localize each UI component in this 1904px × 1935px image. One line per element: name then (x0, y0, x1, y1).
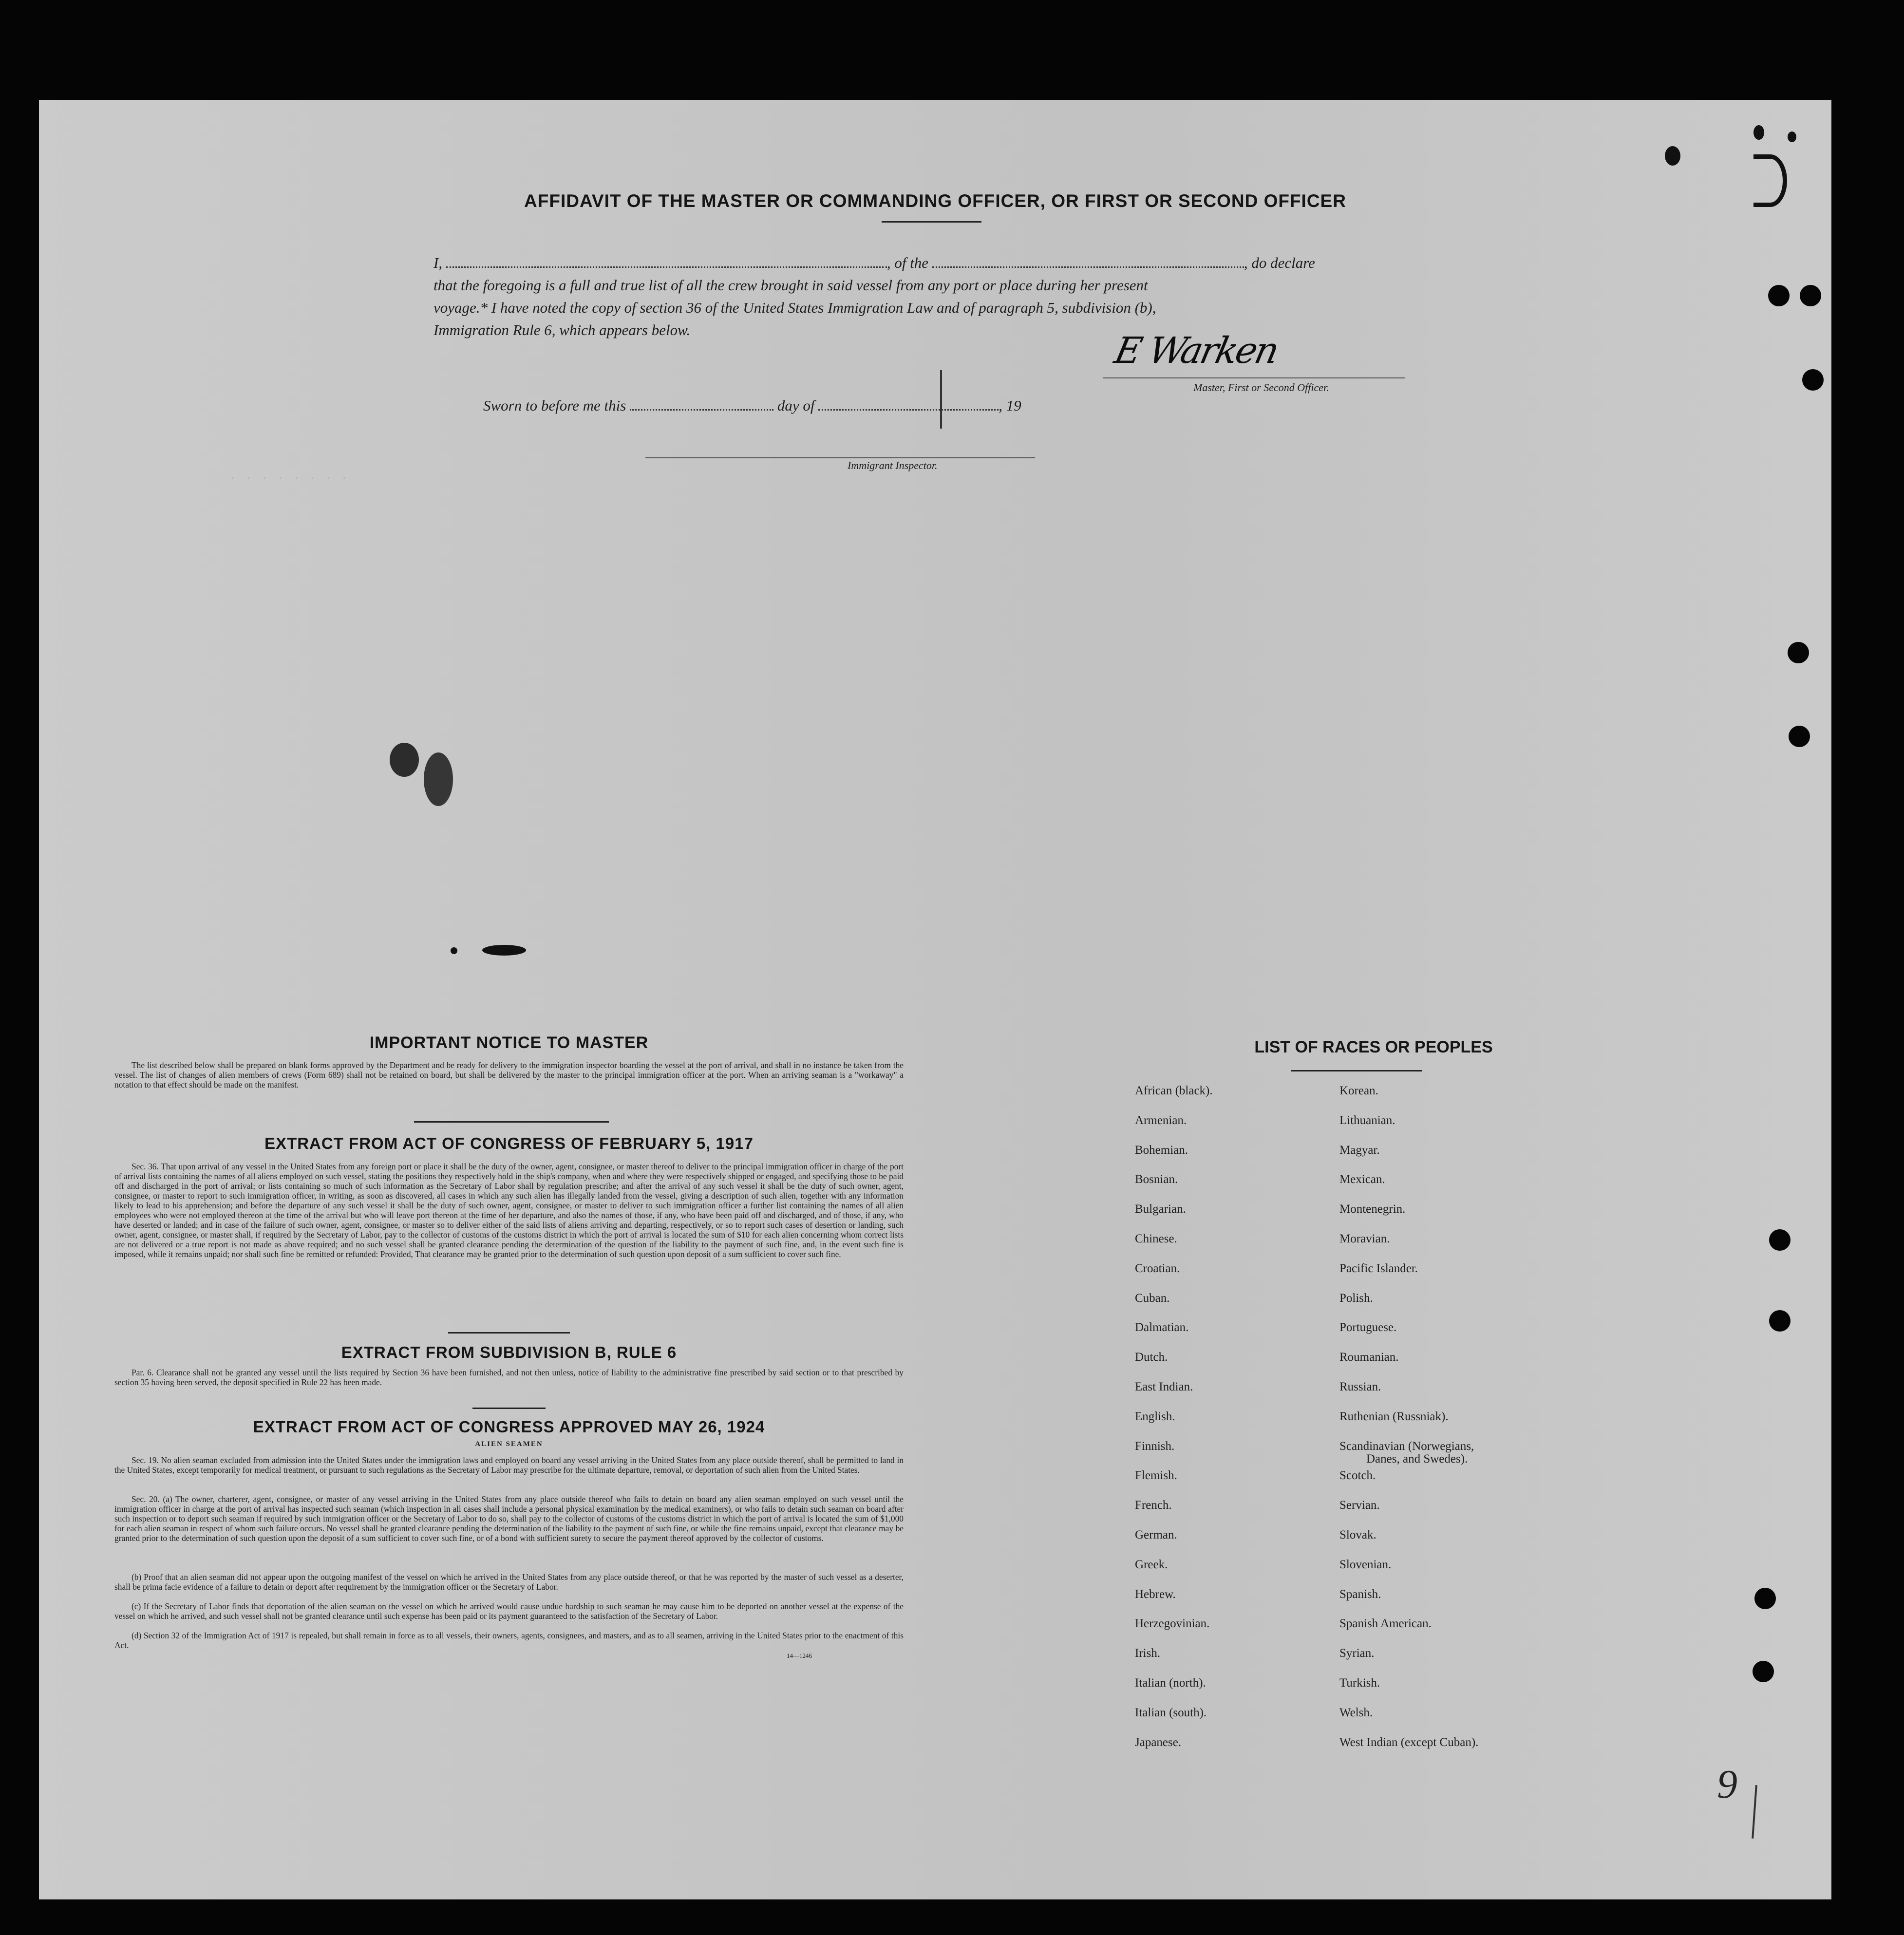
vessel-blank (932, 255, 1244, 268)
affidavit-of-the: , of the (886, 254, 929, 271)
extract-1924-title: EXTRACT FROM ACT OF CONGRESS APPROVED MAY 26, 1924 (253, 1418, 765, 1436)
binder-hole (1802, 369, 1824, 391)
race-item: Herzegovinian. (1135, 1617, 1210, 1631)
pen-stroke (940, 370, 942, 429)
extract-1917-title: EXTRACT FROM ACT OF CONGRESS OF FEBRUARY 5, 1917 (264, 1134, 754, 1152)
ink-mark (1753, 125, 1764, 140)
binder-hole (1754, 1588, 1776, 1609)
race-item: Montenegrin. (1339, 1202, 1406, 1216)
race-item: Turkish. (1339, 1676, 1380, 1690)
affidavit-line-2: that the foregoing is a full and true list of all the crew brought in said vessel from any port or place during her present (434, 277, 1148, 294)
bleed-through-text: . . . . . . . . (229, 470, 349, 483)
extract-rule6-text: Par. 6. Clearance shall not be granted any vessel until the lists required by Section 36 have been furnished, and not then unless, notice of liability to the administrative fine prescribed by said section or to that prescribed by section 35 having been served, the deposit specified in Rule 22 has been made. (114, 1368, 904, 1387)
race-item: English. (1135, 1409, 1175, 1423)
race-scandinavian-continued: Danes, and Swedes). (1366, 1452, 1468, 1465)
sworn-text: Sworn to before me this (483, 397, 626, 414)
notice-divider (414, 1121, 609, 1123)
manifest-page (39, 100, 1831, 1899)
race-item: African (black). (1135, 1084, 1213, 1097)
race-item: Korean. (1339, 1084, 1378, 1097)
race-item: Croatian. (1135, 1261, 1180, 1275)
race-item: Slovak. (1339, 1528, 1376, 1541)
day-blank (630, 397, 773, 411)
binder-hole (1769, 1229, 1791, 1251)
extract-1917-divider (448, 1332, 570, 1334)
affidavit-line-1 (434, 252, 1315, 274)
extract-1924-sec20d: (d) Section 32 of the Immigration Act of 1917 is repealed, but shall remain in force as to all vessels, their owners, agents, consignees, and masters, and as to all seamen, arriving in the United States prior to the enactment of this Act. (114, 1631, 904, 1650)
binder-hole (1753, 1661, 1774, 1682)
race-item: Scandinavian (Norwegians, (1339, 1439, 1474, 1453)
race-item: Armenian. (1135, 1113, 1187, 1127)
race-item: Spanish. (1339, 1587, 1381, 1601)
extract-1917-text: Sec. 36. That upon arrival of any vessel in the United States from any foreign port or place it shall be the duty of the owner, agent, consignee, or master thereof to deliver to the principal immigration officer in charge of the port of arrival lists containing the names of all aliens employed on such vessel, stating the positions they respectively hold in the ship's company, when and where they were respectively shipped or engaged, and specifying those to be paid off and discharged in the port of arrival; or lists containing so much of such information as the Secretary of Labor shall by regulation prescribe; and after the arrival of any such vessel it shall be the duty of such owner, agent, consignee, or master to report to such immigration officer, in writing, as soon as discovered, all cases in which any such alien has illegally landed from the vessel, giving a description of such alien, together with any information likely to lead to his apprehension; and before the departure of any such vessel it shall be the duty of such owner, agent, consignee, or master to deliver to such immigration officer a further list containing the names of all alien employees who were not employed thereon at the time of the arrival but who will leave port thereon at the time of her departure, and also the names of those, if any, who have been paid off and discharged, and of those, if any, who have deserted or landed; and in case of the failure of such owner, agent, consignee, or master so to deliver either of the said lists of aliens arriving and departing, respectively, or so to report such cases of desertion or landing, such owner, agent, consignee, or master shall, if required by the Secretary of Labor, pay to the collector of customs of the customs district in which the port of arrival is located the sum of $10 for each alien concerning whom correct lists are not delivered or a true report is not made as above required; and no such vessel shall be granted clearance pending the determination of the question of the liability to the payment of such fine, and, in the event such fine is imposed, while it remains unpaid; nor shall such fine be remitted or refunded: Provided, That clearance may be granted prior to the determination of such question upon deposit of a sum sufficient to cover such fine. (114, 1162, 904, 1259)
form-number: 14—1246 (787, 1652, 812, 1659)
races-title: LIST OF RACES OR PEOPLES (1254, 1038, 1493, 1056)
race-item: Moravian. (1339, 1232, 1390, 1245)
affidavit-i: I, (434, 254, 443, 271)
ink-mark (1665, 146, 1680, 166)
signature-caption: Master, First or Second Officer. (1193, 381, 1329, 394)
affidavit-line-4: Immigration Rule 6, which appears below. (434, 321, 691, 338)
race-item: Japanese. (1135, 1735, 1182, 1749)
race-item: Dalmatian. (1135, 1321, 1189, 1334)
master-signature: E Warken (1111, 330, 1282, 372)
race-item: Flemish. (1135, 1469, 1177, 1483)
race-item: Ruthenian (Russniak). (1339, 1409, 1449, 1423)
race-item: Bulgarian. (1135, 1202, 1186, 1216)
extract-rule6-title: EXTRACT FROM SUBDIVISION B, RULE 6 (341, 1343, 677, 1361)
extract-rule6-divider (472, 1408, 546, 1409)
race-item: Italian (south). (1135, 1706, 1207, 1719)
race-item: Spanish American. (1339, 1617, 1432, 1631)
title-divider (882, 221, 981, 223)
pen-stroke-margin (1752, 1785, 1757, 1839)
notice-text: The list described below shall be prepared on blank forms approved by the Department and be ready for delivery to the immigration inspector boarding the vessel at the port of arrival, and shall in no instance be taken from the vessel. The list of changes of alien members of crews (Form 689) shall not be retained on board, but shall be delivered by the master to the principal immigration officer at the port. When an arriving seaman is a "workaway" a notation to that effect should be made on the manifest. (114, 1060, 904, 1090)
race-item: Russian. (1339, 1380, 1381, 1393)
inspector-line (645, 457, 1035, 458)
race-item: Dutch. (1135, 1351, 1168, 1364)
binder-hole (1769, 1310, 1791, 1332)
binder-hole (1800, 285, 1821, 306)
extract-1924-sec20c: (c) If the Secretary of Labor finds that deportation of the alien seaman on the vessel on which he arrived would cause undue hardship to such seaman he may cause him to be deported on another vessel at the expense of the vessel on which he arrived, and such vessel shall not be granted clearance until such expense has been paid or its payment guaranteed to the satisfaction of the Secretary of Labor. (114, 1601, 904, 1621)
race-item: Mexican. (1339, 1173, 1385, 1186)
race-item: French. (1135, 1499, 1172, 1512)
binder-hole (1788, 642, 1809, 663)
race-item: Roumanian. (1339, 1351, 1399, 1364)
race-item: Polish. (1339, 1291, 1373, 1305)
handwritten-d-mark (1753, 154, 1787, 207)
race-item: Lithuanian. (1339, 1113, 1395, 1127)
race-item: German. (1135, 1528, 1177, 1541)
race-item: Bohemian. (1135, 1143, 1188, 1157)
races-divider (1291, 1070, 1422, 1071)
binder-hole (1789, 726, 1810, 747)
race-item: East Indian. (1135, 1380, 1193, 1393)
race-item: Portuguese. (1339, 1321, 1397, 1334)
ink-blot (390, 743, 419, 777)
race-item: Slovenian. (1339, 1558, 1392, 1571)
ink-blot (424, 752, 453, 806)
race-item: Magyar. (1339, 1143, 1380, 1157)
inspector-caption: Immigrant Inspector. (848, 459, 938, 471)
ink-mark (1788, 132, 1796, 142)
extract-1924-sec19: Sec. 19. No alien seaman excluded from admission into the United States under the immigration laws and employed on board any vessel arriving in the United States from any place outside thereof, shall be permitted to land in the United States, except temporarily for medical treatment, or pursuant to such regulations as the Secretary of Labor may prescribe for the ultimate departure, removal, or deportation of such alien from the United States. (114, 1455, 904, 1475)
race-item: Greek. (1135, 1558, 1168, 1571)
extract-1924-sec20a: Sec. 20. (a) The owner, charterer, agent, consignee, or master of any vessel arriving in the United States from any place outside thereof who fails to detain on board any alien seaman employed on such vessel until the immigration officer in charge at the port of arrival has inspected such seaman (which inspection in all cases shall include a personal physical examination by the medical examiners), or who fails to detain such seaman on board after such inspection or to deport such seaman if required by such immigration officer or the Secretary of Labor to do so, shall pay to the collector of customs of the customs district in which the port of arrival is located the sum of $1,000 for each alien seaman in respect of whom such failure occurs. No vessel shall be granted clearance pending the determination of the liability to the payment of such fine, or while the fine remains unpaid, except that clearance may be granted prior to the determination of such question upon the deposit of a sum sufficient to cover such fine, or of a bond with sufficient surety to secure the payment thereof approved by the collector of customs. (114, 1494, 904, 1543)
affidavit-line-3: voyage.* I have noted the copy of section 36 of the United States Immigration Law and of paragraph 5, subdivision (b), (434, 299, 1156, 316)
race-item: Hebrew. (1135, 1587, 1176, 1601)
extract-1924-sec20b: (b) Proof that an alien seaman did not appear upon the outgoing manifest of the vessel on which he arrived in the United States from any place outside thereof, or that he was reported by the master of such vessel as a deserter, shall be prima facie evidence of a failure to detain or deport after requirement by the immigration officer or the Secretary of Labor. (114, 1572, 904, 1592)
affidavit-title: AFFIDAVIT OF THE MASTER OR COMMANDING OFFICER, OR FIRST OR SECOND OFFICER (524, 191, 1346, 211)
binder-hole (1768, 285, 1790, 306)
ink-blot (451, 947, 457, 954)
notice-title: IMPORTANT NOTICE TO MASTER (369, 1033, 649, 1052)
race-item: West Indian (except Cuban). (1339, 1735, 1479, 1749)
race-item: Cuban. (1135, 1291, 1170, 1305)
race-item: Scotch. (1339, 1469, 1376, 1483)
race-item: Welsh. (1339, 1706, 1373, 1719)
race-item: Bosnian. (1135, 1173, 1178, 1186)
sworn-year: , 19 (999, 397, 1021, 414)
race-item: Finnish. (1135, 1439, 1175, 1453)
extract-1924-subtitle: ALIEN SEAMEN (475, 1440, 543, 1448)
race-item: Irish. (1135, 1647, 1161, 1660)
race-item: Italian (north). (1135, 1676, 1206, 1690)
race-item: Pacific Islander. (1339, 1261, 1418, 1275)
affidavit-declare: , do declare (1244, 254, 1315, 271)
signature-line (1103, 377, 1405, 378)
month-blank (818, 397, 999, 411)
race-item: Syrian. (1339, 1647, 1375, 1660)
race-item: Servian. (1339, 1499, 1380, 1512)
sworn-day-of: day of (777, 397, 815, 414)
page-number-annotation: 9 (1717, 1762, 1737, 1807)
race-item: Chinese. (1135, 1232, 1177, 1245)
ink-blot (482, 945, 526, 956)
name-blank (446, 255, 887, 268)
